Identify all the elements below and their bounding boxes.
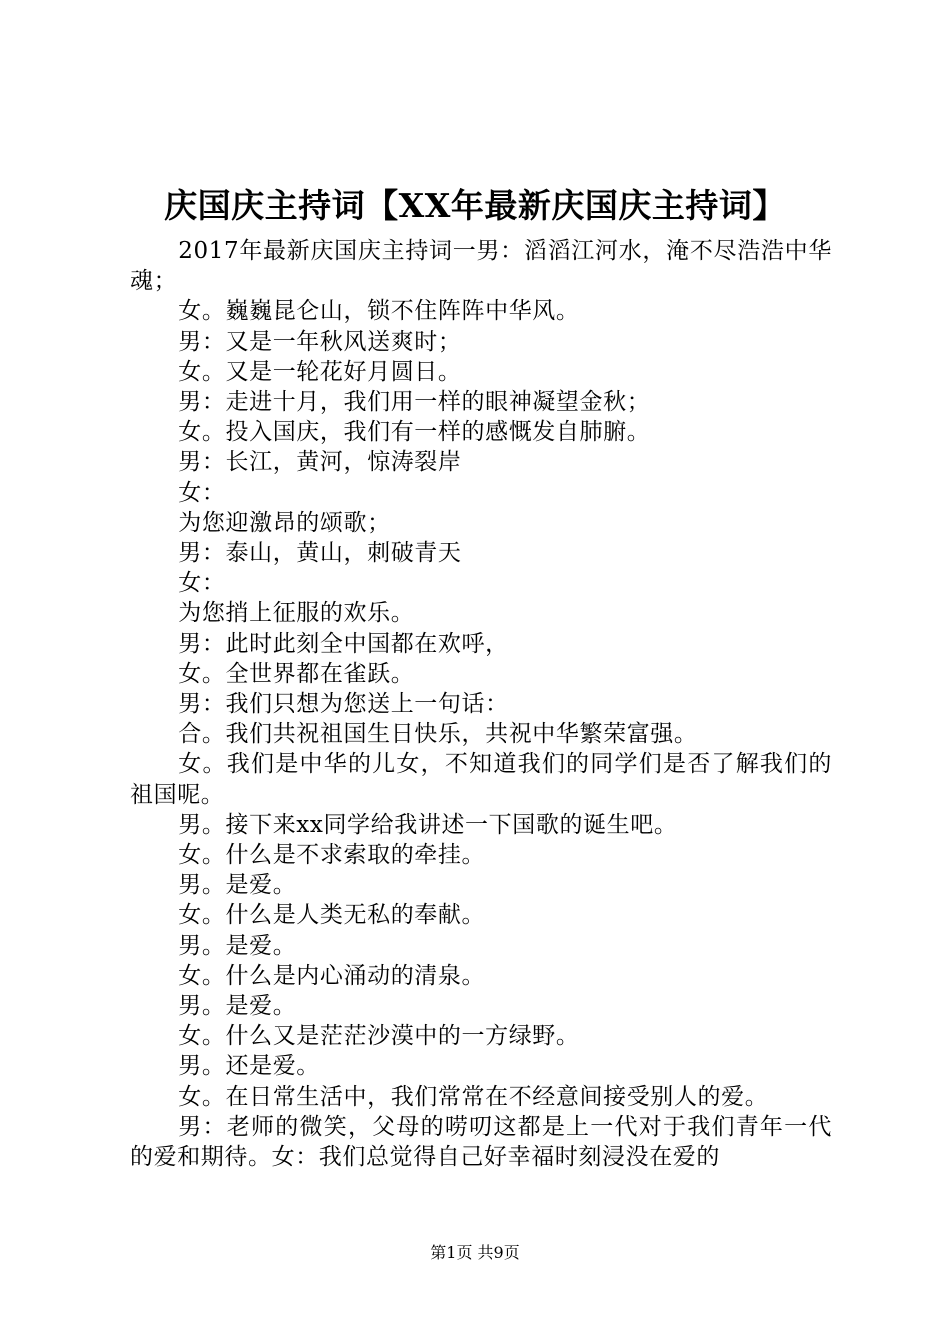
- paragraph: 为您捎上征服的欢乐。: [178, 600, 415, 627]
- paragraph: 男：泰山，黄山，刺破青天: [178, 540, 462, 567]
- paragraph: 男：此时此刻全中国都在欢呼，: [178, 630, 509, 657]
- paragraph: 为您迎激昂的颂歌；: [178, 509, 391, 536]
- paragraph: 女。投入国庆，我们有一样的感慨发自肺腑。: [178, 419, 651, 446]
- document-title: 庆国庆主持词【XX年最新庆国庆主持词】: [164, 186, 786, 225]
- document-body: [130, 236, 832, 1172]
- paragraph: 男：长江，黄河，惊涛裂岸: [178, 449, 462, 476]
- page-footer: [0, 1241, 950, 1265]
- paragraph: 女。我们是中华的儿女，不知道我们的同学们是否了解我们的祖国呢。: [130, 751, 832, 808]
- paragraph: 男：老师的微笑，父母的唠叨这都是上一代对于我们青年一代的爱和期待。女：我们总觉得自己好幸福时刻浸没在爱的: [130, 1113, 832, 1171]
- paragraph: 女。什么是人类无私的奉献。: [178, 902, 486, 929]
- paragraph: 女。在日常生活中，我们常常在不经意间接受别人的爱。: [178, 1083, 769, 1110]
- paragraph: 女。全世界都在雀跃。: [178, 660, 415, 687]
- paragraph: 男：走进十月，我们用一样的眼神凝望金秋；: [178, 389, 651, 416]
- paragraph: 男。接下来xx同学给我讲述一下国歌的诞生吧。: [178, 811, 678, 838]
- paragraph: 女。什么是内心涌动的清泉。: [178, 962, 486, 989]
- paragraph: 女。巍巍昆仑山，锁不住阵阵中华风。: [178, 298, 580, 325]
- paragraph: 合。我们共祝祖国生日快乐，共祝中华繁荣富强。: [178, 721, 698, 748]
- page-number: 第1页: [430, 1243, 473, 1262]
- paragraph: 2017年最新庆国庆主持词一男：滔滔江河水，淹不尽浩浩中华魂；: [130, 238, 832, 295]
- paragraph: 男。是爱。: [178, 872, 297, 899]
- paragraph: 女：: [178, 479, 226, 506]
- paragraph: 男。是爱。: [178, 993, 297, 1020]
- paragraph: 男：我们只想为您送上一句话：: [178, 691, 509, 718]
- paragraph: 男。是爱。: [178, 932, 297, 959]
- paragraph: 女。什么是不求索取的牵挂。: [178, 842, 486, 869]
- paragraph: 女。什么又是茫茫沙漠中的一方绿野。: [178, 1023, 580, 1050]
- page-total: 共9页: [477, 1243, 520, 1262]
- paragraph: 男：又是一年秋风送爽时；: [178, 328, 462, 355]
- paragraph: 女。又是一轮花好月圆日。: [178, 358, 462, 385]
- paragraph: 女：: [178, 570, 226, 597]
- paragraph: 男。还是爱。: [178, 1053, 320, 1080]
